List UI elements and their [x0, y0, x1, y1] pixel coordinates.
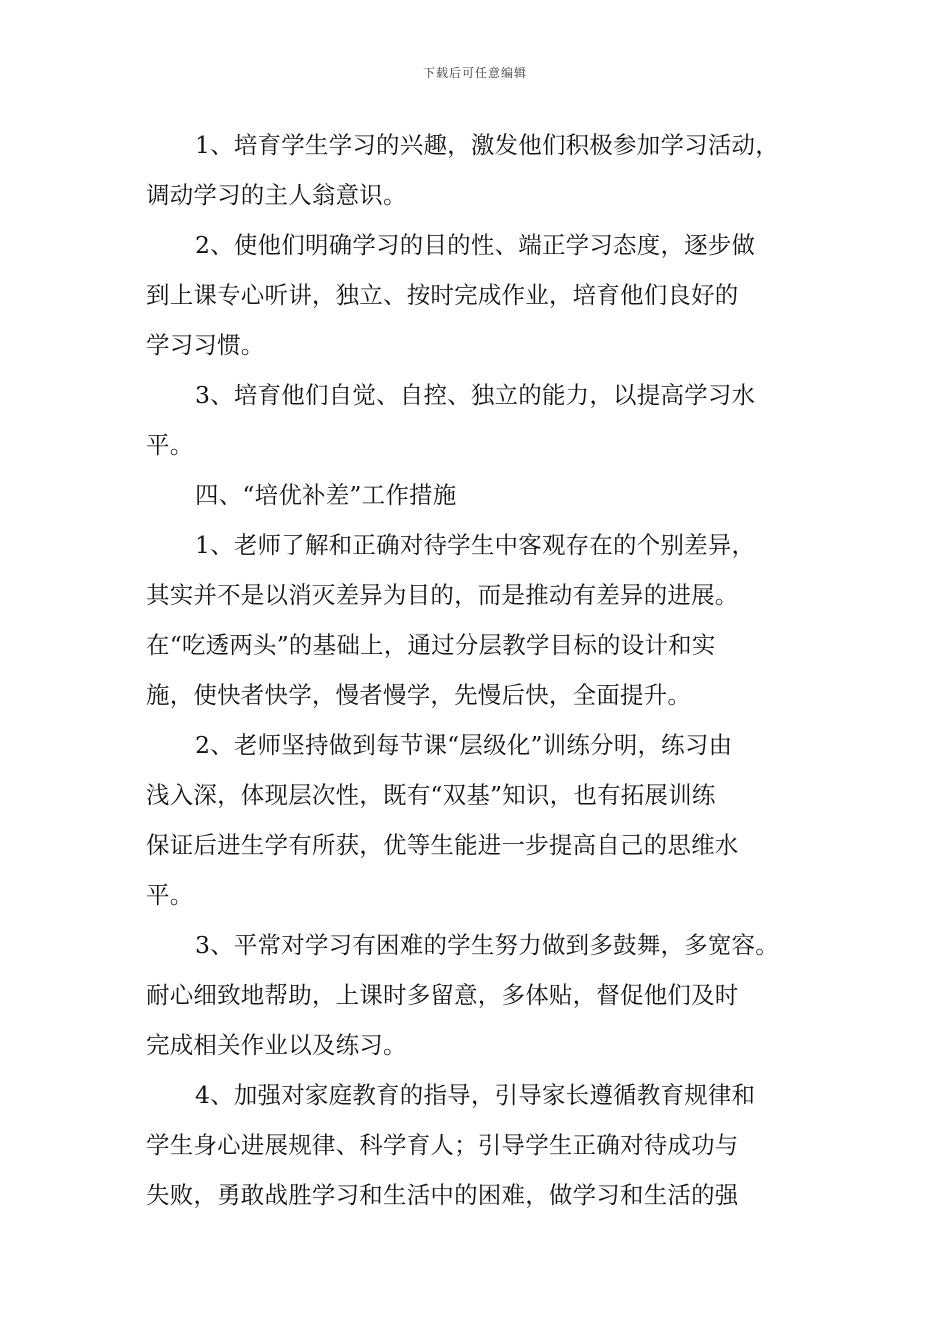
text-line: 4、加强对家庭教育的指导，引导家长遵循教育规律和 [195, 1081, 756, 1109]
text-line: 平。 [146, 431, 194, 459]
text-line: 耐心细致地帮助，上课时多留意，多体贴，督促他们及时 [146, 981, 739, 1009]
text-line: 3、平常对学习有困难的学生努力做到多鼓舞，多宽容。 [195, 931, 779, 959]
text-line: 2、使他们明确学习的目的性、端正学习态度，逐步做 [195, 231, 756, 259]
text-line: 平。 [146, 881, 194, 909]
text-line: 3、培育他们自觉、自控、独立的能力，以提高学习水 [195, 381, 756, 409]
text-line: 四、“培优补差”工作措施 [195, 481, 457, 509]
text-line: 到上课专心听讲，独立、按时完成作业，培育他们良好的 [146, 281, 739, 309]
text-line: 2、老师坚持做到每节课“层级化”训练分明，练习由 [195, 731, 733, 759]
text-line: 学习习惯。 [146, 331, 265, 359]
text-line: 1、老师了解和正确对待学生中客观存在的个别差异， [195, 531, 756, 559]
document-body [146, 120, 818, 1220]
text-line: 调动学习的主人翁意识。 [146, 181, 407, 209]
text-line: 1、培育学生学习的兴趣，激发他们积极参加学习活动， [195, 131, 779, 159]
text-line: 在“吃透两头”的基础上，通过分层教学目标的设计和实 [146, 631, 716, 659]
text-line: 完成相关作业以及练习。 [146, 1031, 407, 1059]
text-line: 施，使快者快学，慢者慢学，先慢后快，全面提升。 [146, 681, 692, 709]
text-line: 保证后进生学有所获，优等生能进一步提高自己的思维水 [146, 831, 739, 859]
page-header: 下载后可任意编辑 [422, 66, 527, 80]
text-line: 其实并不是以消灭差异为目的，而是推动有差异的进展。 [146, 581, 739, 609]
text-line: 浅入深，体现层次性，既有“双基”知识，也有拓展训练 [146, 781, 716, 809]
text-line: 学生身心进展规律、科学育人；引导学生正确对待成功与 [146, 1131, 739, 1159]
text-line: 失败，勇敢战胜学习和生活中的困难，做学习和生活的强 [146, 1181, 739, 1209]
